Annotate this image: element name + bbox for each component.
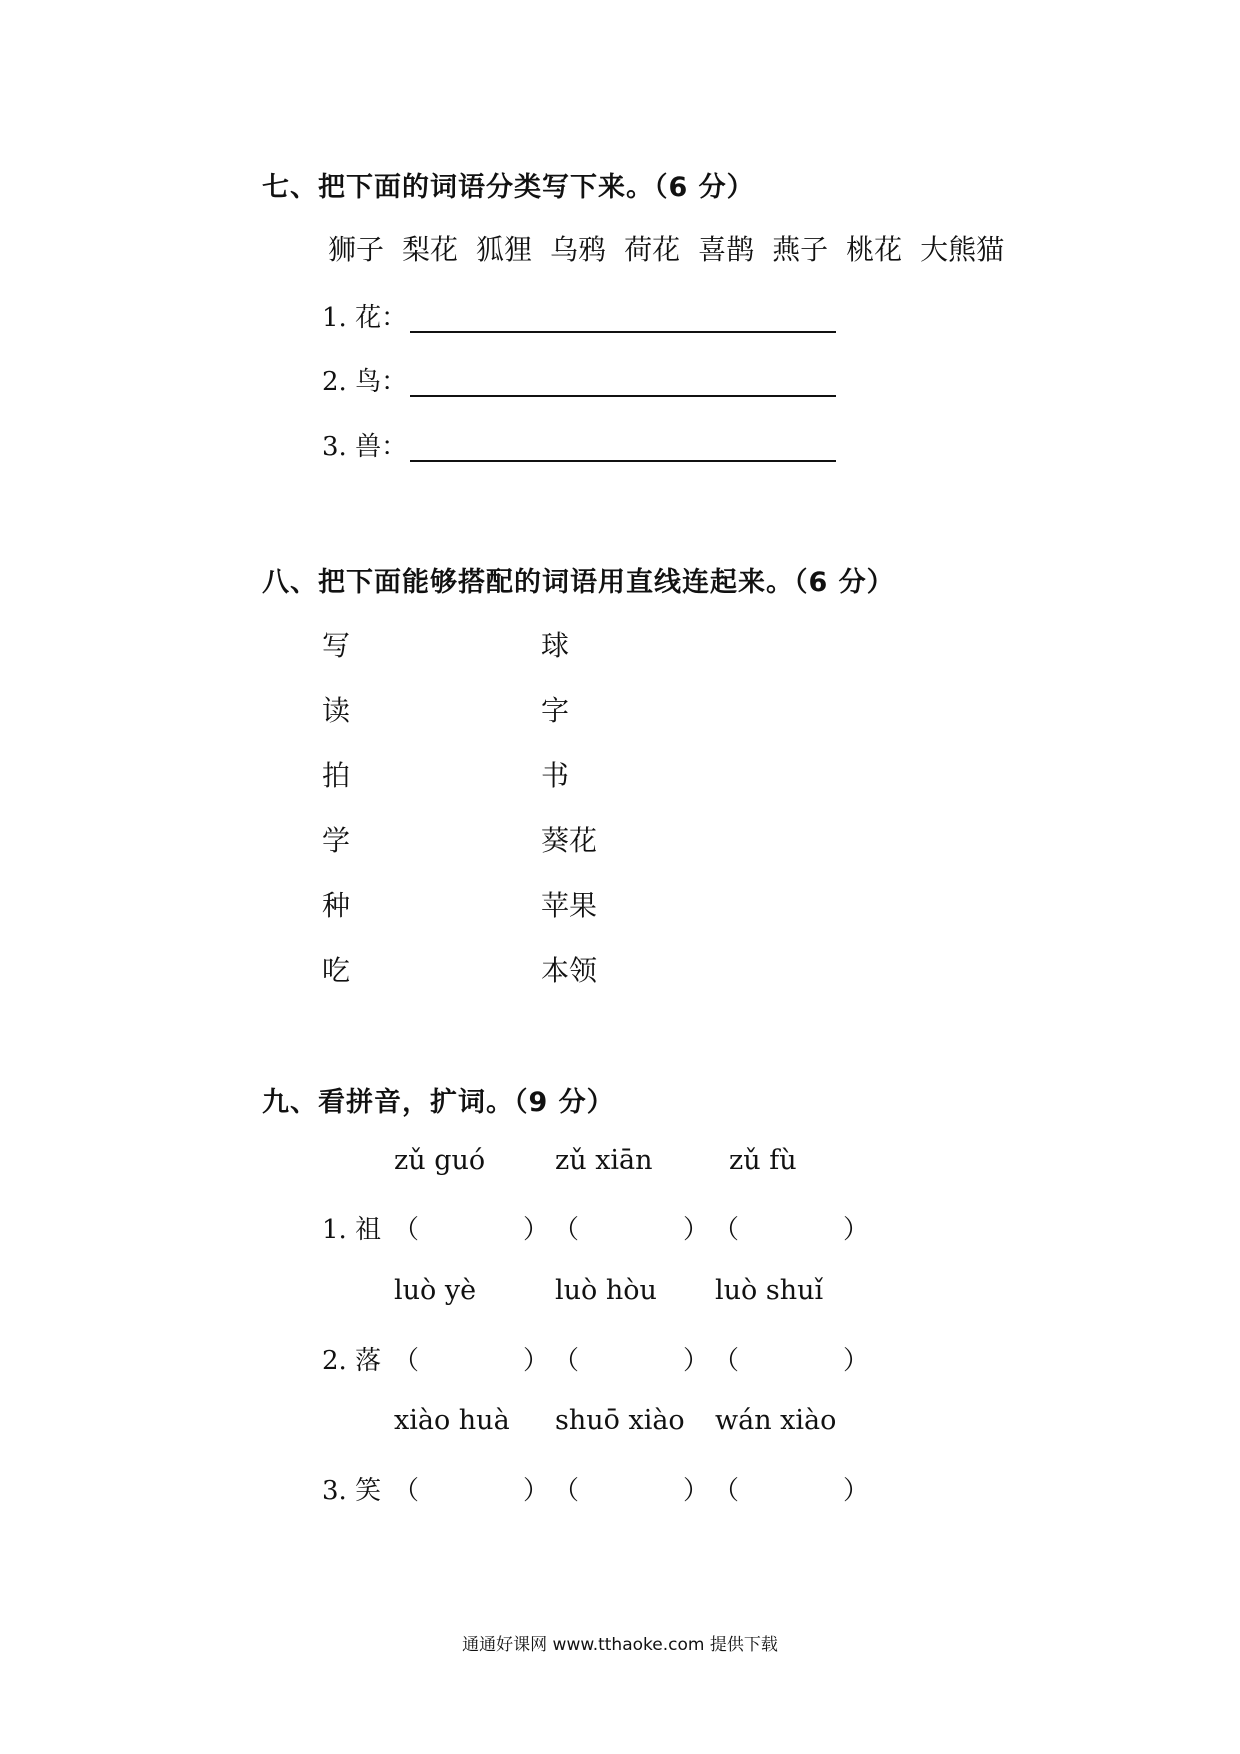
answer-blank[interactable]: （ ）: [393, 1215, 550, 1245]
answer-line[interactable]: [410, 395, 836, 397]
answer-line[interactable]: [410, 460, 836, 462]
word-item: 桃花: [846, 233, 903, 266]
match-left-item[interactable]: 读: [322, 694, 351, 727]
answer-line[interactable]: [410, 331, 836, 333]
page-footer: 通通好课网 www.tthaoke.com 提供下载: [462, 1635, 778, 1655]
word-item: 乌鸦: [550, 233, 607, 266]
answer-blank[interactable]: （ ）: [393, 1346, 550, 1376]
category-label: 1. 花：: [322, 303, 408, 333]
match-left-item[interactable]: 种: [322, 889, 351, 922]
match-right-item[interactable]: 书: [541, 759, 570, 792]
pinyin-hint: zǔ fù: [729, 1145, 797, 1176]
category-label: 3. 兽：: [322, 432, 408, 462]
word-item: 狐狸: [476, 233, 533, 266]
pinyin-hint: luò hòu: [555, 1275, 657, 1306]
match-left-item[interactable]: 拍: [322, 759, 351, 792]
pinyin-hint: shuō xiào: [555, 1405, 685, 1436]
answer-blank[interactable]: （ ）: [713, 1476, 870, 1506]
section-8-title: 八、把下面能够搭配的词语用直线连起来。（6 分）: [262, 567, 895, 598]
word-item: 荷花: [624, 233, 681, 266]
match-right-item[interactable]: 本领: [541, 954, 598, 987]
match-left-item[interactable]: 学: [322, 824, 351, 857]
expand-label: 2. 落: [322, 1346, 382, 1376]
expand-label: 1. 祖: [322, 1215, 382, 1245]
pinyin-hint: luò yè: [394, 1275, 477, 1306]
pinyin-hint: zǔ guó: [394, 1145, 486, 1176]
word-item: 喜鹊: [698, 233, 755, 266]
match-right-item[interactable]: 字: [541, 694, 570, 727]
match-right-item[interactable]: 葵花: [541, 824, 598, 857]
pinyin-hint: zǔ xiān: [555, 1145, 653, 1176]
section-9-title: 九、看拼音，扩词。（9 分）: [262, 1087, 615, 1118]
match-right-item[interactable]: 球: [541, 629, 570, 662]
section-7-title: 七、把下面的词语分类写下来。（6 分）: [262, 172, 755, 203]
category-row-beast: [322, 426, 842, 466]
category-label: 2. 鸟：: [322, 367, 408, 397]
category-row-bird: [322, 361, 842, 401]
word-item: 狮子: [328, 233, 385, 266]
answer-blank[interactable]: （ ）: [713, 1346, 870, 1376]
word-item: 燕子: [772, 233, 829, 266]
word-item: 梨花: [402, 233, 459, 266]
pinyin-hint: wán xiào: [715, 1405, 837, 1436]
answer-blank[interactable]: （ ）: [553, 1346, 710, 1376]
answer-blank[interactable]: （ ）: [713, 1215, 870, 1245]
match-left-item[interactable]: 吃: [322, 954, 351, 987]
word-item: 大熊猫: [920, 233, 1005, 266]
word-bank: [328, 228, 1022, 268]
match-left-item[interactable]: 写: [322, 629, 351, 662]
pinyin-hint: luò shuǐ: [715, 1275, 824, 1306]
pinyin-hint: xiào huà: [394, 1405, 510, 1436]
category-row-flower: [322, 297, 842, 337]
expand-label: 3. 笑: [322, 1476, 382, 1506]
answer-blank[interactable]: （ ）: [553, 1215, 710, 1245]
match-right-item[interactable]: 苹果: [541, 889, 598, 922]
answer-blank[interactable]: （ ）: [553, 1476, 710, 1506]
answer-blank[interactable]: （ ）: [393, 1476, 550, 1506]
